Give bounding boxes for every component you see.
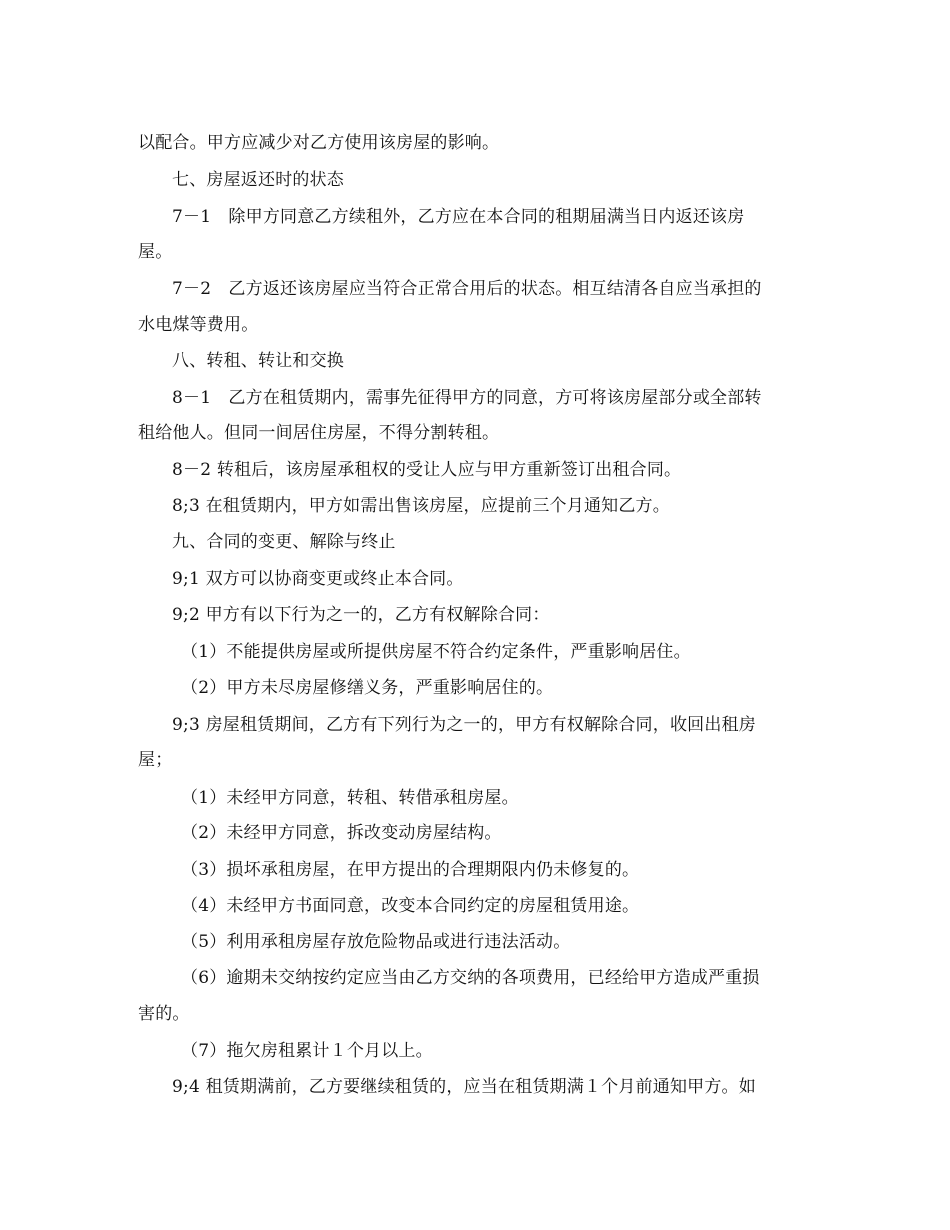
text-line: 7－2 乙方返还该房屋应当符合正常合用后的状态。相互结清各自应当承担的: [172, 279, 762, 299]
list-item: （3）损坏承租房屋，在甲方提出的合理期限内仍未修复的。: [181, 860, 640, 880]
list-item: （5）利用承租房屋存放危险物品或进行违法活动。: [181, 932, 571, 952]
text-line: 9;2 甲方有以下行为之一的，乙方有权解除合同：: [172, 605, 550, 625]
text-line: 9;3 房屋租赁期间，乙方有下列行为之一的，甲方有权解除合同，收回出租房: [172, 715, 756, 735]
text-line: 9;1 双方可以协商变更或终止本合同。: [172, 569, 464, 589]
text-line: 7－1 除甲方同意乙方续租外，乙方应在本合同的租期届满当日内返还该房: [172, 207, 745, 227]
list-item: （1）未经甲方同意，转租、转借承租房屋。: [181, 788, 519, 808]
section-heading: 九、合同的变更、解除与终止: [172, 532, 396, 552]
text-line: 害的。: [138, 1004, 190, 1024]
section-heading: 七、房屋返还时的状态: [172, 170, 344, 190]
text-line: 屋。: [138, 242, 173, 262]
list-item: （6）逾期未交纳按约定应当由乙方交纳的各项费用，已经给甲方造成严重损: [181, 968, 760, 988]
text-line: 8－2 转租后，该房屋承租权的受让人应与甲方重新签订出租合同。: [172, 460, 682, 480]
text-line: 租给他人。但同一间居住房屋，不得分割转租。: [138, 423, 500, 443]
text-line: 以配合。甲方应减少对乙方使用该房屋的影响。: [138, 133, 500, 153]
list-item: （2）甲方未尽房屋修缮义务，严重影响居住的。: [181, 678, 554, 698]
list-item: （4）未经甲方书面同意，改变本合同约定的房屋租赁用途。: [181, 896, 640, 916]
text-line: 水电煤等费用。: [138, 315, 259, 335]
text-line: 屋；: [138, 750, 173, 770]
list-item: （2）未经甲方同意，拆改变动房屋结构。: [181, 823, 502, 843]
list-item: （7）拖欠房租累计１个月以上。: [181, 1041, 433, 1061]
text-line: 9;4 租赁期满前，乙方要继续租赁的，应当在租赁期满１个月前通知甲方。如: [172, 1077, 756, 1097]
section-heading: 八、转租、转让和交换: [172, 351, 344, 371]
text-line: 8－1 乙方在租赁期内，需事先征得甲方的同意，方可将该房屋部分或全部转: [172, 388, 762, 408]
list-item: （1）不能提供房屋或所提供房屋不符合约定条件，严重影响居住。: [181, 642, 691, 662]
text-line: 8;3 在租赁期内，甲方如需出售该房屋，应提前三个月通知乙方。: [172, 496, 670, 516]
